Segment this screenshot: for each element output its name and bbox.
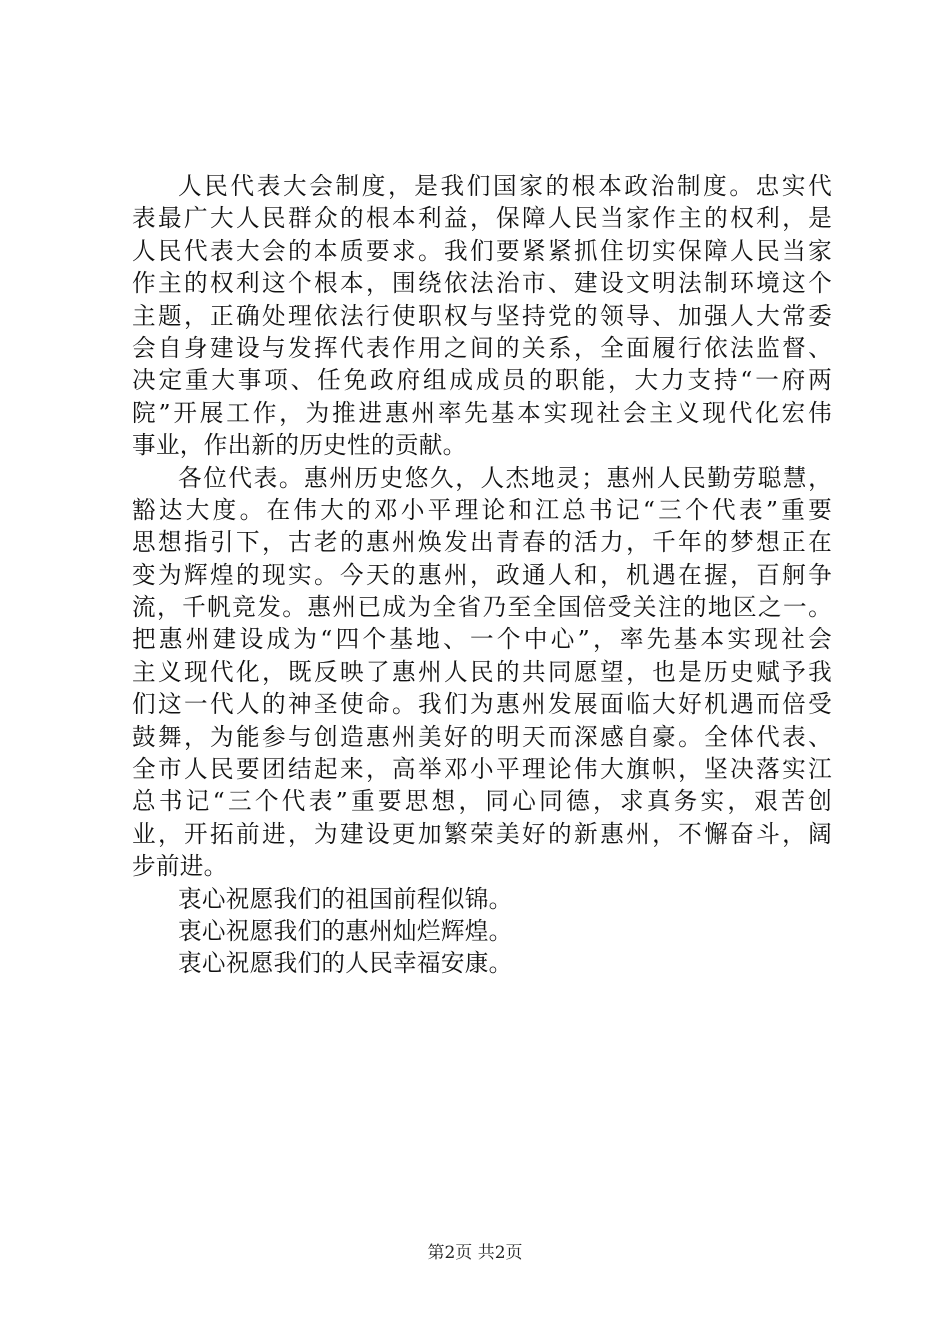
text-line: 主题，正确处理依法行使职权与坚持党的领导、加强人大常委	[132, 301, 832, 330]
text-line: 把惠州建设成为“四个基地、一个中心”，率先基本实现社会	[132, 625, 832, 654]
text-line: 流，千帆竞发。惠州已成为全省乃至全国倍受关注的地区之一。	[132, 593, 832, 622]
text-line: 衷心祝愿我们的惠州灿烂辉煌。	[178, 916, 513, 945]
document-body	[132, 170, 832, 980]
text-line: 们这一代人的神圣使命。我们为惠州发展面临大好机遇而倍受	[132, 690, 832, 719]
text-line: 决定重大事项、任免政府组成成员的职能，大力支持“一府两	[132, 366, 832, 395]
text-line: 衷心祝愿我们的祖国前程似锦。	[178, 884, 513, 913]
text-line: 主义现代化，既反映了惠州人民的共同愿望，也是历史赋予我	[132, 657, 832, 686]
text-line: 变为辉煌的现实。今天的惠州，政通人和，机遇在握，百舸争	[132, 560, 832, 589]
text-line: 豁达大度。在伟大的邓小平理论和江总书记“三个代表”重要	[132, 495, 832, 524]
text-line: 作主的权利这个根本，围绕依法治市、建设文明法制环境这个	[132, 269, 832, 298]
text-line: 业，开拓前进，为建设更加繁荣美好的新惠州，不懈奋斗，阔	[132, 819, 832, 848]
text-line: 各位代表。惠州历史悠久，人杰地灵；惠州人民勤劳聪慧，	[178, 463, 832, 492]
text-line: 人民代表大会的本质要求。我们要紧紧抓住切实保障人民当家	[132, 236, 832, 265]
text-line: 鼓舞，为能参与创造惠州美好的明天而深感自豪。全体代表、	[132, 722, 832, 751]
text-line: 院”开展工作，为推进惠州率先基本实现社会主义现代化宏伟	[132, 398, 832, 427]
text-line: 事业，作出新的历史性的贡献。	[132, 431, 467, 460]
text-line: 思想指引下，古老的惠州焕发出青春的活力，千年的梦想正在	[132, 528, 832, 557]
text-line: 表最广大人民群众的根本利益，保障人民当家作主的权利，是	[132, 204, 832, 233]
page-footer: 第2页 共2页	[427, 1243, 523, 1263]
text-line: 衷心祝愿我们的人民幸福安康。	[178, 949, 513, 978]
text-line: 总书记“三个代表”重要思想，同心同德，求真务实，艰苦创	[132, 787, 832, 816]
text-line: 全市人民要团结起来，高举邓小平理论伟大旗帜，坚决落实江	[132, 755, 832, 784]
text-line: 人民代表大会制度，是我们国家的根本政治制度。忠实代	[178, 172, 832, 200]
text-line: 会自身建设与发挥代表作用之间的关系，全面履行依法监督、	[132, 333, 832, 362]
text-line: 步前进。	[132, 852, 228, 881]
